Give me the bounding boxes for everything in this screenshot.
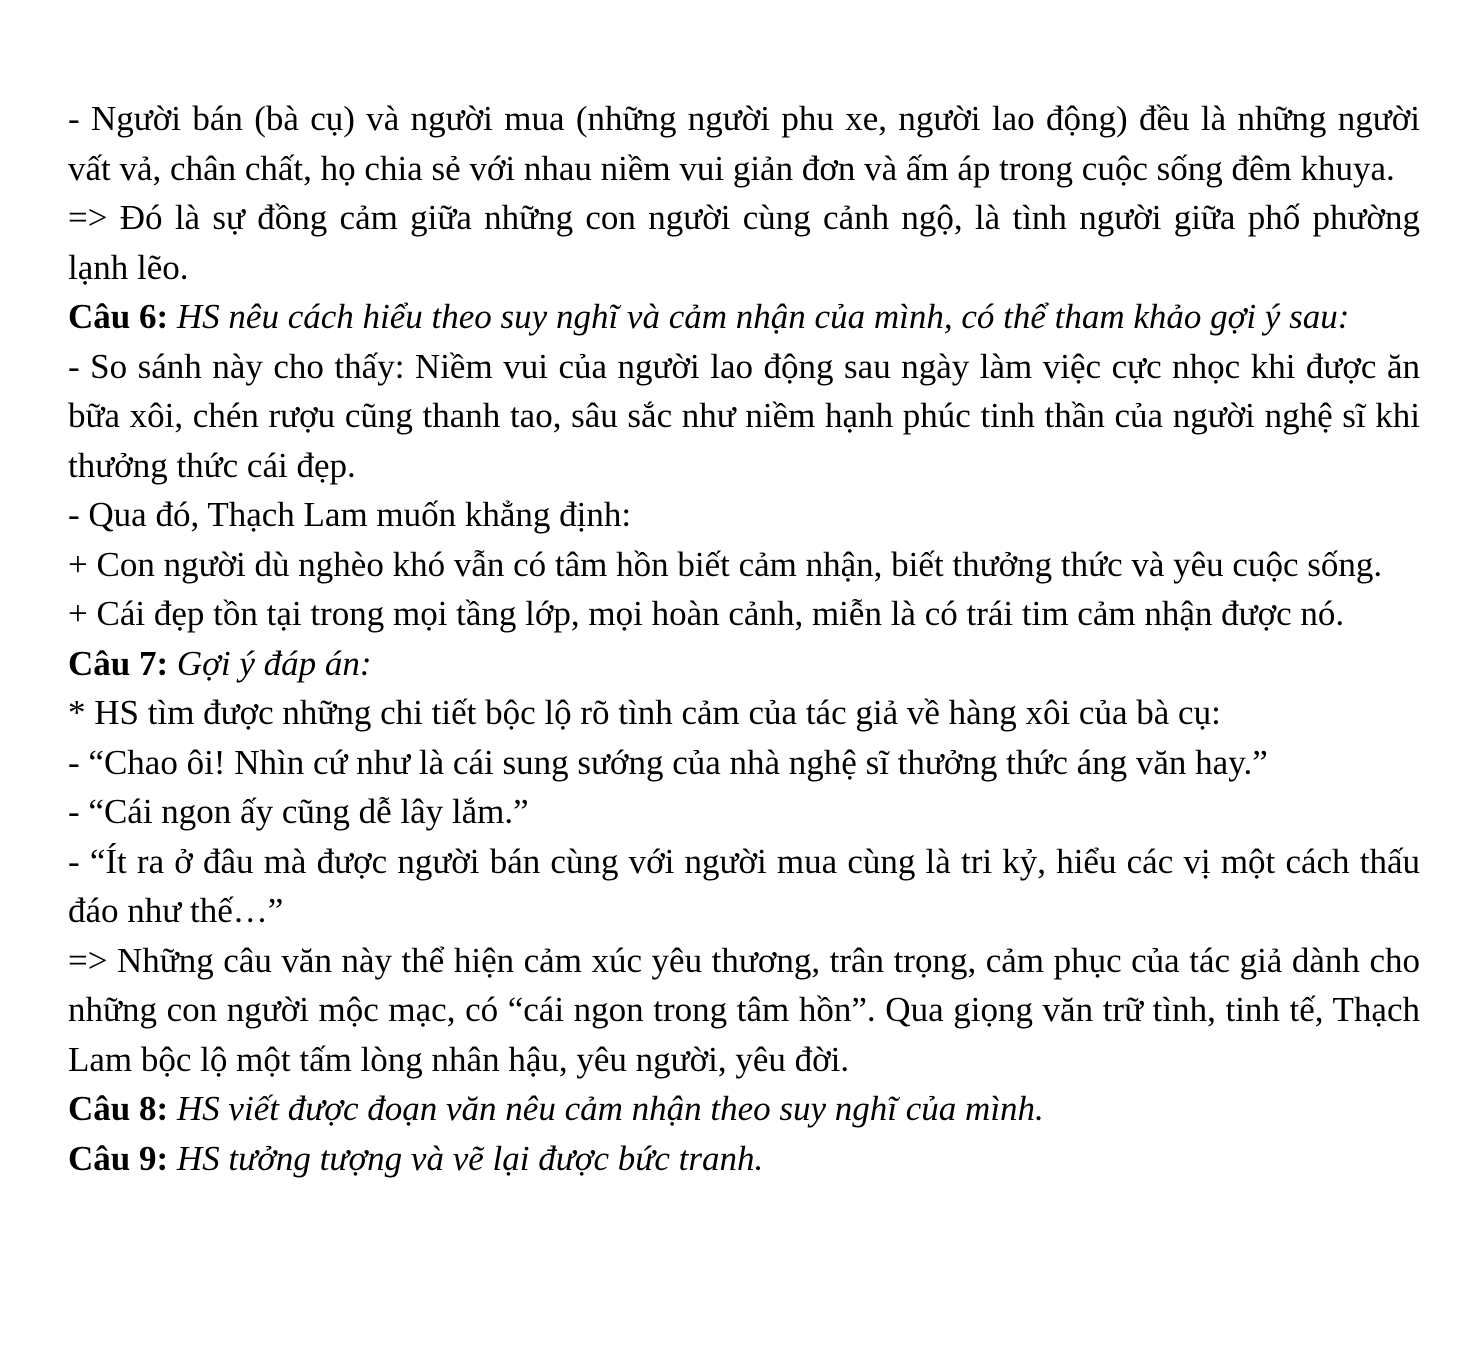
question-6 (68, 292, 1420, 342)
document-page (68, 94, 1420, 1183)
question-9-label: Câu 9: (68, 1138, 169, 1178)
answer-paragraph: - Qua đó, Thạch Lam muốn khẳng định: (68, 495, 632, 534)
question-8-label: Câu 8: (68, 1089, 169, 1128)
answer-paragraph: - So sánh này cho thấy: Niềm vui của người lao động sau ngày làm việc cực nhọc khi được ăn bữa xôi, chén rượu cũng thanh tao, sâu sắc như niềm hạnh phúc tinh thần của người nghệ sĩ khi thưởng thức cái đẹp. (68, 346, 1420, 485)
answer-paragraph: * HS tìm được những chi tiết bộc lộ rõ tình cảm của tác giả về hàng xôi của bà cụ: (68, 693, 1221, 732)
answer-paragraph: => Những câu văn này thể hiện cảm xúc yêu thương, trân trọng, cảm phục của tác giả dành cho những con người mộc mạc, có “cái ngon trong tâm hồn”. Qua giọng văn trữ tình, tinh tế, Thạch Lam bộc lộ một tấm lòng nhân hậu, yêu người, yêu đời. (68, 940, 1420, 1079)
quote-paragraph: - “Chao ôi! Nhìn cứ như là cái sung sướng của nhà nghệ sĩ thưởng thức áng văn hay.” (68, 742, 1268, 782)
answer-paragraph: + Con người dù nghèo khó vẫn có tâm hồn biết cảm nhận, biết thưởng thức và yêu cuộc sống. (68, 544, 1383, 584)
question-9-text: HS tưởng tượng và vẽ lại được bức tranh. (168, 1138, 764, 1178)
answer-paragraph: => Đó là sự đồng cảm giữa những con người cùng cảnh ngộ, là tình người giữa phố phường lạnh lẽo. (68, 198, 1420, 287)
answer-paragraph: - Người bán (bà cụ) và người mua (những người phu xe, người lao động) đều là những người vất vả, chân chất, họ chia sẻ với nhau niềm vui giản đơn và ấm áp trong cuộc sống đêm khuya. (68, 99, 1420, 188)
quote-paragraph: - “Ít ra ở đâu mà được người bán cùng với người mua cùng là tri kỷ, hiểu các vị một cách thấu đáo như thế…” (68, 841, 1420, 930)
question-6-label: Câu 6: (68, 297, 169, 336)
question-7 (68, 639, 1420, 689)
quote-paragraph: - “Cái ngon ấy cũng dễ lây lắm.” (68, 792, 529, 831)
question-6-text: HS nêu cách hiểu theo suy nghĩ và cảm nhận của mình, có thể tham khảo gợi ý sau: (168, 297, 1350, 336)
question-7-label: Câu 7: (68, 643, 169, 683)
question-7-text: Gợi ý đáp án: (168, 643, 372, 683)
question-8-text: HS viết được đoạn văn nêu cảm nhận theo suy nghĩ của mình. (168, 1089, 1044, 1128)
answer-paragraph: + Cái đẹp tồn tại trong mọi tầng lớp, mọi hoàn cảnh, miễn là có trái tim cảm nhận được nó. (68, 594, 1345, 633)
question-8 (68, 1084, 1420, 1134)
question-9 (68, 1134, 1420, 1184)
